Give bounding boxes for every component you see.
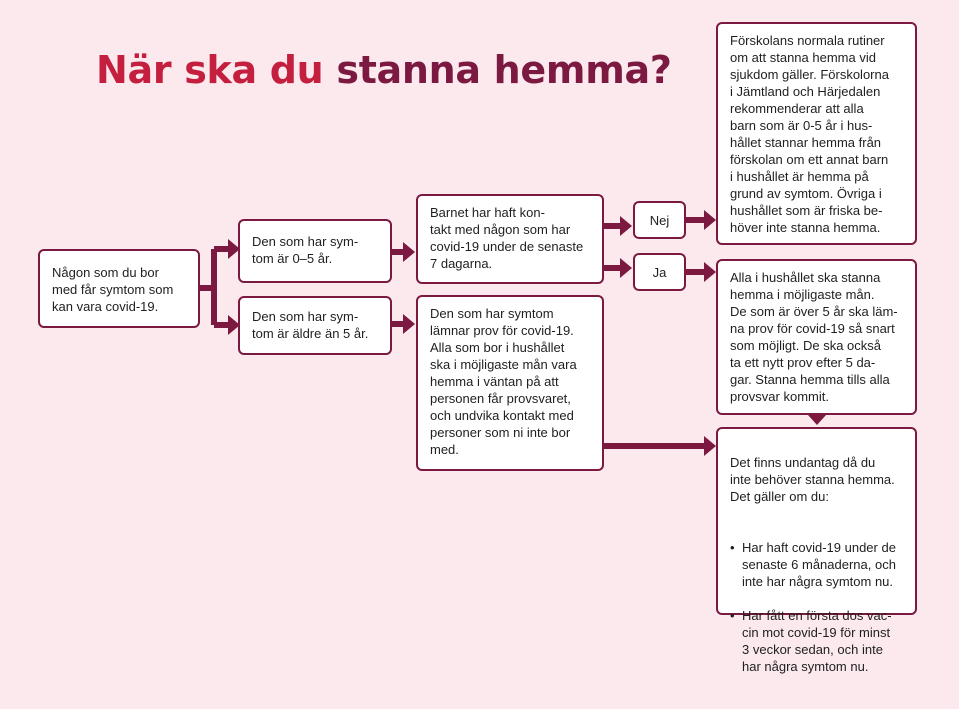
title-part-1: När ska du (96, 48, 324, 92)
arrowhead-contact (403, 242, 415, 262)
arrowhead-exceptions (704, 436, 716, 456)
yes-result-box: Alla i hushållet ska stanna hemma i möjligaste mån. De som är över 5 år ska läm- na prov för covid-19 så snart som möjligt. De ska också ta ett nytt prov efter 5 da- gar. Stanna hemma tills alla provsvar kommit. (716, 259, 917, 415)
arrowhead-yes-result (704, 262, 716, 282)
start-box: Någon som du bor med får symtom som kan vara covid-19. (38, 249, 200, 328)
age-over-5-box: Den som har sym- tom är äldre än 5 år. (238, 296, 392, 355)
no-label: Nej (633, 201, 686, 239)
age-0-5-box: Den som har sym- tom är 0–5 år. (238, 219, 392, 283)
yes-label: Ja (633, 253, 686, 291)
arrowhead-test (403, 314, 415, 334)
contact-box: Barnet har haft kon- takt med någon som har covid-19 under de senaste 7 dagarna. (416, 194, 604, 284)
title-part-2: stanna hemma? (336, 48, 672, 92)
arrowhead-no-result (704, 210, 716, 230)
arrowhead-nej-label (620, 216, 632, 236)
exception-item: • Har fått en första dos vac- cin mot covid-19 för minst 3 veckor sedan, och inte har några symtom nu. (730, 607, 903, 675)
test-box: Den som har symtom lämnar prov för covid-19. Alla som bor i hushållet ska i möjligaste mån vara hemma i väntan på att personen får provsvaret, och undvika kontakt med personer som ni inte bor med. (416, 295, 604, 471)
exceptions-box (716, 427, 917, 674)
no-result-box: Förskolans normala rutiner om att stanna hemma vid sjukdom gäller. Förskolorna i Jämtland och Härjedalen rekommenderar att alla barn som är 0-5 år i hus- hållet stannar hemma från förskolan om ett annat barn i hushållet är hemma på grund av symtom. Övriga i hushållet som är friska be- höver inte stanna hemma. (716, 22, 917, 245)
connector-start-split (199, 249, 214, 325)
arrowhead-ja-label (620, 258, 632, 278)
arrowhead-yes-to-exceptions (808, 415, 826, 425)
exceptions-list (730, 522, 903, 692)
exception-item: • Har haft covid-19 under de senaste 6 månaderna, och inte har några symtom nu. (730, 539, 903, 590)
page-title (96, 48, 672, 92)
exceptions-intro: Det finns undantag då du inte behöver stanna hemma. Det gäller om du: (730, 455, 895, 504)
